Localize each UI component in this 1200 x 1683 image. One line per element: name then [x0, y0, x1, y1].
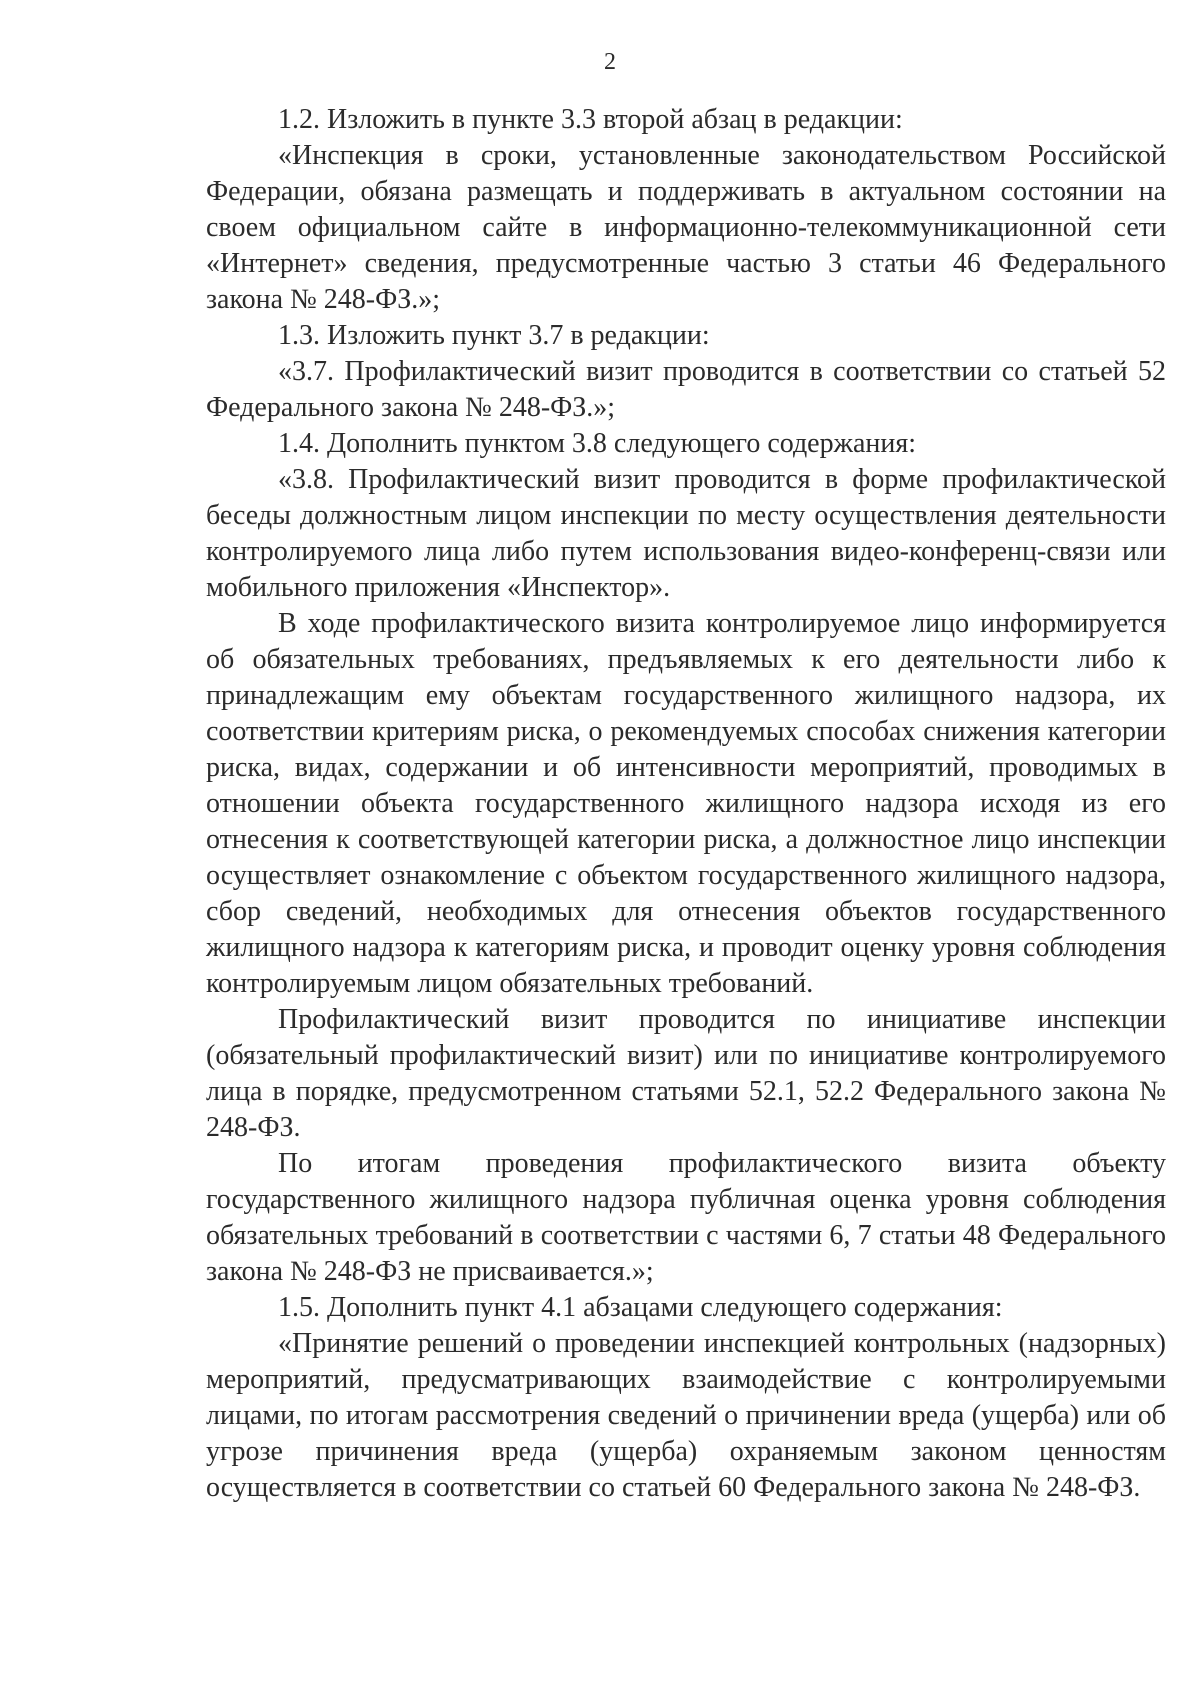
- paragraph-1-4: 1.4. Дополнить пунктом 3.8 следующего содержания:: [278, 428, 917, 459]
- paragraph-1-3: 1.3. Изложить пункт 3.7 в редакции:: [278, 320, 710, 351]
- document-body: [206, 102, 1166, 1506]
- paragraph-3-7: «3.7. Профилактический визит проводится в соответствии со статьей 52 Федерального закона № 248-ФЗ.»;: [206, 356, 1166, 423]
- paragraph-1-2: 1.2. Изложить в пункте 3.3 второй абзац в редакции:: [278, 104, 903, 135]
- paragraph-3-8: «3.8. Профилактический визит проводится в форме профилактической беседы должностным лицом инспекции по месту осуществления деятельности контролируемого лица либо путем использования видео-конференц-связи или мобильного приложения «Инспектор».: [206, 464, 1166, 603]
- paragraph-visit-results: По итогам проведения профилактического визита объекту государственного жилищного надзора публичная оценка уровня соблюдения обязательных требований в соответствии с частями 6, 7 статьи 48 Федерального закона № 248-ФЗ не присваивается.»;: [206, 1148, 1166, 1287]
- paragraph-decisions: «Принятие решений о проведении инспекцией контрольных (надзорных) мероприятий, предусматривающих взаимодействие с контролируемыми лицами, по итогам рассмотрения сведений о причинении вреда (ущерба) или об угрозе причинения вреда (ущерба) охраняемым законом ценностям осуществляется в соответствии со статьей 60 Федерального закона № 248-ФЗ.: [206, 1328, 1166, 1503]
- paragraph-visit-course: В ходе профилактического визита контролируемое лицо информируется об обязательных требованиях, предъявляемых к его деятельности либо к принадлежащим ему объектам государственного жилищного надзора, их соответствии критериям риска, о рекомендуемых способах снижения категории риска, видах, содержании и об интенсивности мероприятий, проводимых в отношении объекта государственного жилищного надзора исходя из его отнесения к соответствующей категории риска, а должностное лицо инспекции осуществляет ознакомление с объектом государственного жилищного надзора, сбор сведений, необходимых для отнесения объектов государственного жилищного надзора к категориям риска, и проводит оценку уровня соблюдения контролируемым лицом обязательных требований.: [206, 608, 1166, 999]
- paragraph-inspection-duties: «Инспекция в сроки, установленные законодательством Российской Федерации, обязана размещать и поддерживать в актуальном состоянии на своем официальном сайте в информационно-телекоммуникационной сети «Интернет» сведения, предусмотренные частью 3 статьи 46 Федерального закона № 248-ФЗ.»;: [206, 140, 1166, 315]
- page-number: 2: [604, 49, 616, 75]
- paragraph-visit-initiative: Профилактический визит проводится по инициативе инспекции (обязательный профилактический визит) или по инициативе контролируемого лица в порядке, предусмотренном статьями 52.1, 52.2 Федерального закона № 248-ФЗ.: [206, 1004, 1166, 1143]
- paragraph-1-5: 1.5. Дополнить пункт 4.1 абзацами следующего содержания:: [278, 1292, 1003, 1323]
